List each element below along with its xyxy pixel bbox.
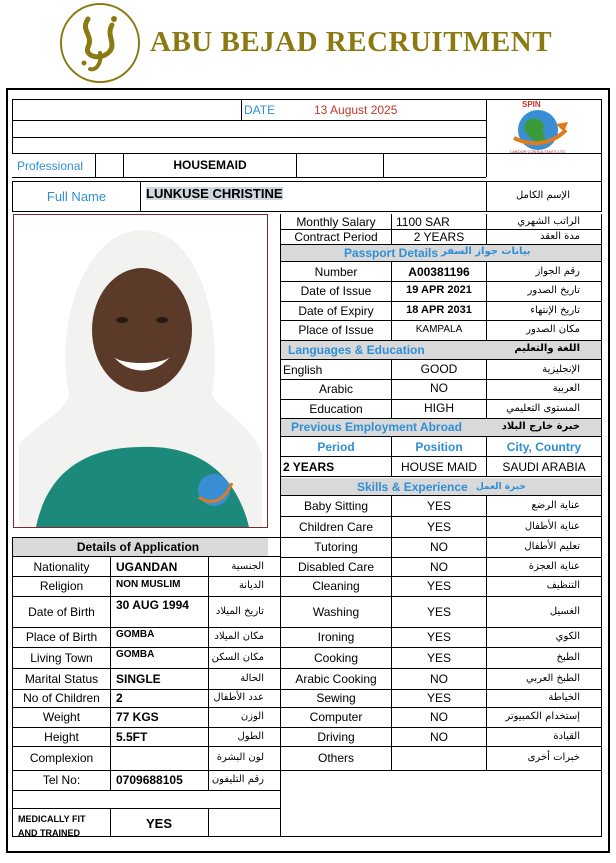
skill-row-value: YES — [426, 520, 451, 534]
skill-row-value: YES — [426, 499, 451, 513]
application-row-ar: الجنسية — [231, 561, 264, 572]
application-row-label: Place of Birth — [25, 630, 98, 644]
medical-label — [18, 812, 86, 840]
skill-row-label: Children Care — [298, 520, 374, 534]
application-row-ar: الوزن — [240, 711, 264, 722]
application-row-label: Weight — [42, 710, 81, 724]
spin-logo-name: SPIN — [522, 100, 541, 109]
professional-label: Professional — [17, 159, 84, 173]
salary-ar: الراتب الشهري — [517, 216, 580, 227]
application-row-label: Living Town — [30, 651, 93, 665]
application-row-label: Religion — [39, 579, 84, 593]
skill-row-label: Tutoring — [314, 540, 358, 554]
skill-row-value: NO — [430, 710, 448, 724]
application-header-label: Details of Application — [76, 540, 200, 554]
skill-row-ar: القيادة — [553, 731, 580, 742]
languages-header-label: Languages & Education — [288, 343, 425, 357]
language-row-ar: الإنجليزية — [542, 364, 580, 375]
passport-row-label: Place of Issue — [298, 323, 374, 337]
application-row-value: NON MUSLIM — [116, 579, 181, 590]
language-row-value: GOOD — [420, 362, 458, 376]
application-row-ar: الطول — [237, 731, 264, 742]
skill-row-value: NO — [430, 560, 448, 574]
application-row-value: UGANDAN — [116, 560, 178, 574]
professional-value: HOUSEMAID — [173, 158, 247, 172]
contract-ar: مدة العقد — [540, 231, 580, 242]
passport-row-value: 19 APR 2021 — [406, 284, 472, 296]
language-row-label: Education — [309, 402, 363, 416]
application-row-label: Height — [44, 730, 79, 744]
skill-row-label: Others — [317, 751, 354, 765]
skill-row-label: Driving — [317, 730, 355, 744]
application-row-value: GOMBA — [116, 629, 155, 640]
skill-row-label: Arabic Cooking — [295, 672, 377, 686]
spin-logo-subtitle: LABOUR CONSULTANTS LTD — [510, 149, 566, 154]
skill-row-ar: عناية الرضع — [531, 500, 580, 511]
skill-row-ar: الطبخ — [556, 652, 580, 663]
language-row-label: Arabic — [318, 382, 353, 396]
passport-header-ar: بيانات جواز السفر — [441, 246, 531, 257]
passport-row-label: Date of Issue — [300, 284, 372, 298]
application-row-value: 30 AUG 1994 — [116, 598, 189, 612]
skills-header-ar: خبرة العمل — [476, 482, 526, 492]
application-row-ar: الديانة — [238, 580, 264, 591]
skill-row-label: Washing — [312, 605, 360, 619]
skill-row-value: YES — [426, 630, 451, 644]
application-row-value: 5.5FT — [116, 730, 148, 744]
skill-row-ar: الطبخ العربي — [526, 673, 580, 684]
skill-row-value: NO — [430, 730, 448, 744]
salary-value: 1100 SAR — [396, 215, 450, 229]
application-row-ar: تاريخ الميلاد — [215, 606, 264, 617]
passport-row-label: Number — [314, 265, 358, 279]
language-row-ar: العربية — [552, 383, 580, 394]
skill-row-label: Disabled Care — [297, 560, 375, 574]
application-row-label: Date of Birth — [28, 605, 95, 619]
application-row-label: Nationality — [33, 560, 90, 574]
application-row-label: No of Children — [23, 691, 100, 705]
employment-col-country: City, Country — [506, 440, 582, 454]
language-row-label: English — [283, 363, 323, 377]
passport-row-ar: تاريخ الإنتهاء — [530, 305, 580, 316]
skill-row-label: Sewing — [316, 691, 356, 705]
skill-row-value: YES — [426, 579, 451, 593]
skill-row-value: YES — [426, 691, 451, 705]
application-row-ar: رقم التليفون — [211, 774, 264, 785]
skills-header-label: Skills & Experience — [357, 480, 468, 494]
application-row-label: Tel No: — [42, 773, 81, 787]
passport-row-ar: مكان الصدور — [526, 324, 580, 335]
medical-label-line2: AND TRAINED — [18, 828, 80, 838]
passport-row-value: A00381196 — [408, 265, 470, 279]
skill-row-ar: تعليم الأطفال — [524, 541, 580, 552]
contract-value: 2 YEARS — [413, 230, 465, 244]
application-row-value: GOMBA — [116, 649, 155, 660]
date-value: 13 August 2025 — [314, 103, 398, 117]
employment-period: 2 YEARS — [283, 460, 335, 474]
skill-row-ar: الغسيل — [549, 606, 580, 617]
salary-label: Monthly Salary — [296, 215, 376, 229]
contract-label: Contract Period — [294, 230, 378, 244]
languages-header-ar: اللغة والتعليم — [514, 343, 580, 354]
application-row-label: Marital Status — [24, 672, 99, 686]
medical-label-line1: MEDICALLY FIT — [18, 814, 86, 824]
passport-row-ar: تاريخ الصدور — [527, 285, 580, 296]
language-row-ar: المستوى التعليمي — [506, 403, 580, 414]
skill-row-ar: الكوي — [555, 631, 580, 642]
employment-position: HOUSE MAID — [400, 460, 477, 474]
medical-value: YES — [146, 816, 173, 831]
employment-country: SAUDI ARABIA — [502, 460, 586, 474]
application-row-ar: مكان السكن — [211, 652, 264, 663]
application-row-ar: مكان الميلاد — [214, 631, 264, 642]
full-name-value: LUNKUSE CHRISTINE — [146, 186, 283, 201]
employment-col-position: Position — [415, 440, 463, 454]
full-name-label: Full Name — [46, 189, 107, 204]
skill-row-value: YES — [426, 605, 451, 619]
skill-row-label: Cleaning — [312, 579, 360, 593]
skill-row-label: Computer — [309, 710, 363, 724]
skill-row-label: Ironing — [317, 630, 355, 644]
skill-row-value: NO — [430, 540, 448, 554]
employment-col-period: Period — [317, 440, 355, 454]
language-row-value: NO — [430, 381, 448, 395]
application-row-label: Complexion — [29, 751, 94, 765]
skill-row-value: NO — [430, 672, 448, 686]
application-row-ar: عدد الأطفال — [213, 692, 264, 703]
skill-row-ar: عناية الأطفال — [524, 521, 580, 532]
date-label: DATE — [244, 103, 276, 117]
application-row-value: 0709688105 — [116, 773, 183, 787]
skill-row-ar: الخياطة — [548, 692, 580, 703]
skill-row-ar: التنظيف — [546, 580, 580, 591]
passport-row-ar: رقم الجواز — [535, 266, 580, 277]
skill-row-label: Cooking — [313, 651, 359, 665]
employment-header-label: Previous Employment Abroad — [291, 420, 462, 434]
skill-row-label: Baby Sitting — [303, 499, 369, 513]
skill-row-ar: عناية العجزة — [528, 561, 580, 572]
spin-logo — [500, 100, 576, 156]
application-row-value: SINGLE — [116, 672, 161, 686]
skill-row-value: YES — [426, 651, 451, 665]
application-row-value: 2 — [116, 691, 123, 705]
skill-row-ar: إستخدام الكمبيوتر — [505, 711, 580, 722]
passport-row-value: KAMPALA — [415, 324, 463, 335]
employment-header-ar: خبرة خارج البلاد — [501, 421, 580, 432]
company-name: ABU BEJAD RECRUITMENT — [150, 26, 553, 58]
application-row-value: 77 KGS — [116, 710, 159, 724]
applicant-photo — [13, 214, 268, 528]
passport-header-label: Passport Details — [344, 246, 439, 260]
application-row-ar: لون البشرة — [216, 752, 264, 763]
skill-row-ar: خبرات أخرى — [527, 752, 580, 763]
passport-row-value: 18 APR 2031 — [406, 304, 472, 316]
application-row-ar: الحالة — [240, 673, 264, 684]
passport-row-label: Date of Expiry — [298, 304, 374, 318]
full-name-ar: الإسم الكامل — [515, 190, 571, 201]
company-logo — [58, 1, 142, 85]
language-row-value: HIGH — [424, 401, 454, 415]
